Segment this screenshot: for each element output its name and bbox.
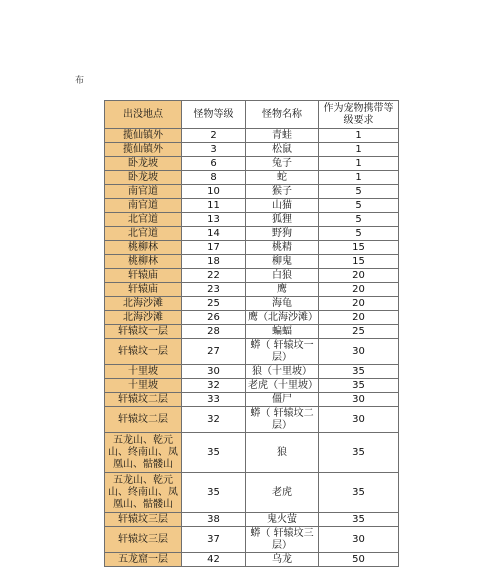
cell-level: 42: [182, 553, 246, 567]
cell-name: 山猫: [246, 199, 319, 213]
cell-pet-requirement: 30: [319, 339, 399, 365]
table-row: [105, 325, 399, 339]
table-row: [105, 407, 399, 433]
cell-location: 轩辕坟三层: [105, 527, 182, 553]
cell-location: 五龙窟一层: [105, 553, 182, 567]
cell-location: 桃柳林: [105, 255, 182, 269]
cell-pet-requirement: 1: [319, 171, 399, 185]
header-location: 出没地点: [105, 101, 182, 129]
table-header-row: [105, 101, 399, 129]
cell-name: 蛇: [246, 171, 319, 185]
cell-level: 8: [182, 171, 246, 185]
cell-level: 2: [182, 129, 246, 143]
cell-level: 27: [182, 339, 246, 365]
table-row: [105, 473, 399, 513]
header-pet-requirement: 作为宠物携带等级要求: [319, 101, 399, 129]
cell-name: 海龟: [246, 297, 319, 311]
cell-pet-requirement: 35: [319, 379, 399, 393]
cell-name: 狐狸: [246, 213, 319, 227]
table-row: [105, 365, 399, 379]
cell-pet-requirement: 35: [319, 513, 399, 527]
cell-location: 桃柳林: [105, 241, 182, 255]
cell-pet-requirement: 20: [319, 297, 399, 311]
cell-pet-requirement: 35: [319, 433, 399, 473]
cell-location: 北海沙滩: [105, 297, 182, 311]
table-row: [105, 143, 399, 157]
cell-level: 38: [182, 513, 246, 527]
cell-name: 鹰（北海沙滩）: [246, 311, 319, 325]
table-row: [105, 227, 399, 241]
cell-level: 35: [182, 433, 246, 473]
table-row: [105, 379, 399, 393]
cell-level: 25: [182, 297, 246, 311]
cell-location: 卧龙坡: [105, 157, 182, 171]
cell-level: 3: [182, 143, 246, 157]
cell-pet-requirement: 15: [319, 255, 399, 269]
cell-location: 轩辕坟二层: [105, 407, 182, 433]
table-row: [105, 199, 399, 213]
cell-location: 北海沙滩: [105, 311, 182, 325]
cell-name: 青蛙: [246, 129, 319, 143]
monster-table: [104, 100, 399, 567]
cell-location: 轩辕坟二层: [105, 393, 182, 407]
cell-name: 僵尸: [246, 393, 319, 407]
cell-name: 狼: [246, 433, 319, 473]
table-row: [105, 553, 399, 567]
cell-pet-requirement: 20: [319, 269, 399, 283]
table-row: [105, 433, 399, 473]
cell-pet-requirement: 35: [319, 365, 399, 379]
cell-location: 轩辕庙: [105, 269, 182, 283]
table-row: [105, 297, 399, 311]
table-row: [105, 185, 399, 199]
cell-name: 柳鬼: [246, 255, 319, 269]
cell-location: 卧龙坡: [105, 171, 182, 185]
cell-name: 蟒（ 轩辕坟二层）: [246, 407, 319, 433]
table-row: [105, 513, 399, 527]
table-row: [105, 255, 399, 269]
cell-level: 32: [182, 379, 246, 393]
cell-name: 蟒（ 轩辕坟三层）: [246, 527, 319, 553]
cell-name: 松鼠: [246, 143, 319, 157]
table-row: [105, 157, 399, 171]
cell-pet-requirement: 30: [319, 407, 399, 433]
cell-pet-requirement: 25: [319, 325, 399, 339]
stray-character: 布: [75, 76, 85, 86]
header-level: 怪物等级: [182, 101, 246, 129]
cell-level: 33: [182, 393, 246, 407]
table-row: [105, 311, 399, 325]
cell-pet-requirement: 15: [319, 241, 399, 255]
cell-pet-requirement: 5: [319, 213, 399, 227]
cell-name: 白狼: [246, 269, 319, 283]
cell-level: 18: [182, 255, 246, 269]
cell-name: 鹰: [246, 283, 319, 297]
table-row: [105, 129, 399, 143]
cell-name: 鬼火萤: [246, 513, 319, 527]
cell-level: 11: [182, 199, 246, 213]
table-row: [105, 393, 399, 407]
header-name: 怪物名称: [246, 101, 319, 129]
cell-name: 野狗: [246, 227, 319, 241]
cell-name: 蟒（ 轩辕坟一层）: [246, 339, 319, 365]
cell-location: 北官道: [105, 227, 182, 241]
cell-level: 13: [182, 213, 246, 227]
cell-pet-requirement: 20: [319, 311, 399, 325]
cell-pet-requirement: 30: [319, 393, 399, 407]
cell-name: 兔子: [246, 157, 319, 171]
cell-pet-requirement: 35: [319, 473, 399, 513]
cell-location: 南官道: [105, 185, 182, 199]
cell-name: 乌龙: [246, 553, 319, 567]
cell-name: 狼（十里坡）: [246, 365, 319, 379]
cell-pet-requirement: 1: [319, 129, 399, 143]
cell-name: 猴子: [246, 185, 319, 199]
cell-level: 22: [182, 269, 246, 283]
cell-name: 老虎: [246, 473, 319, 513]
cell-location: 十里坡: [105, 379, 182, 393]
cell-name: 老虎（十里坡）: [246, 379, 319, 393]
table-row: [105, 171, 399, 185]
cell-location: 北官道: [105, 213, 182, 227]
cell-pet-requirement: 5: [319, 185, 399, 199]
cell-level: 28: [182, 325, 246, 339]
cell-location: 南官道: [105, 199, 182, 213]
cell-level: 10: [182, 185, 246, 199]
cell-pet-requirement: 5: [319, 227, 399, 241]
cell-level: 14: [182, 227, 246, 241]
cell-location: 揽仙镇外: [105, 129, 182, 143]
cell-pet-requirement: 1: [319, 143, 399, 157]
cell-pet-requirement: 5: [319, 199, 399, 213]
table-row: [105, 269, 399, 283]
table-row: [105, 527, 399, 553]
cell-level: 6: [182, 157, 246, 171]
cell-name: 蝙蝠: [246, 325, 319, 339]
cell-location: 轩辕坟一层: [105, 339, 182, 365]
cell-level: 17: [182, 241, 246, 255]
cell-level: 37: [182, 527, 246, 553]
cell-pet-requirement: 30: [319, 527, 399, 553]
cell-location: 轩辕坟三层: [105, 513, 182, 527]
cell-level: 26: [182, 311, 246, 325]
table-row: [105, 283, 399, 297]
cell-location: 轩辕坟一层: [105, 325, 182, 339]
cell-name: 桃精: [246, 241, 319, 255]
table-row: [105, 241, 399, 255]
cell-location: 五龙山、乾元山、终南山、凤凰山、骷髅山: [105, 433, 182, 473]
cell-level: 30: [182, 365, 246, 379]
table-row: [105, 213, 399, 227]
cell-location: 十里坡: [105, 365, 182, 379]
cell-location: 轩辕庙: [105, 283, 182, 297]
cell-pet-requirement: 1: [319, 157, 399, 171]
table-row: [105, 339, 399, 365]
cell-location: 五龙山、乾元山、终南山、凤凰山、骷髅山: [105, 473, 182, 513]
cell-location: 揽仙镇外: [105, 143, 182, 157]
cell-level: 35: [182, 473, 246, 513]
cell-pet-requirement: 50: [319, 553, 399, 567]
cell-level: 23: [182, 283, 246, 297]
cell-level: 32: [182, 407, 246, 433]
cell-pet-requirement: 20: [319, 283, 399, 297]
